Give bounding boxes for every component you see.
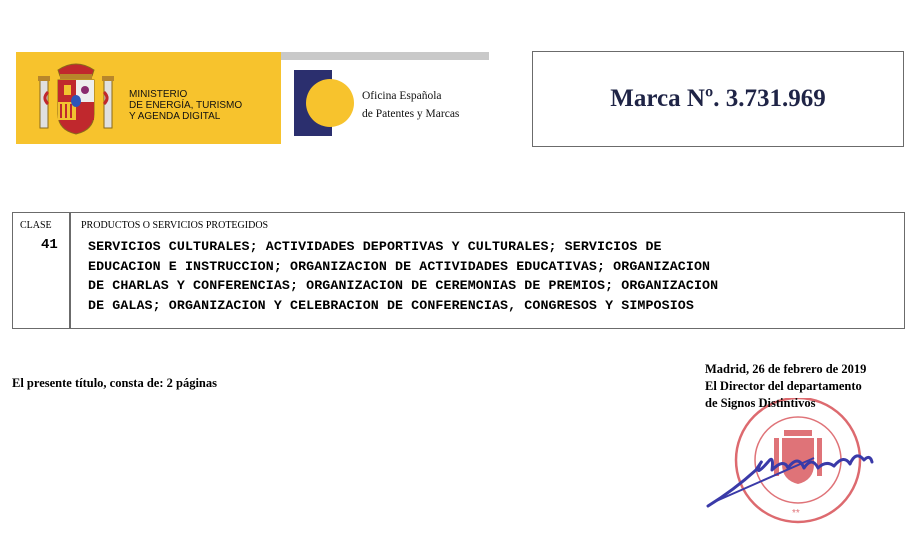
oepm-name — [362, 87, 459, 123]
signature-block — [705, 361, 866, 412]
marca-number: Marca Nº. 3.731.969 — [610, 85, 826, 112]
products-line: DE GALAS; ORGANIZACION Y CELEBRACION DE CONFERENCIAS, CONGRESOS Y SIMPOSIOS — [88, 297, 694, 313]
products-line: DE CHARLAS Y CONFERENCIAS; ORGANIZACION DE CEREMONIAS DE PREMIOS; ORGANIZACION — [88, 278, 719, 293]
ministry-logo-box — [16, 52, 281, 144]
classification-table — [12, 212, 905, 329]
clase-label: CLASE — [20, 220, 52, 231]
oepm-logo-icon — [294, 70, 356, 136]
products-text — [88, 237, 894, 315]
header-gray-bar — [281, 52, 489, 60]
ministry-line: MINISTERIO — [129, 89, 188, 100]
ministry-name — [129, 89, 242, 122]
products-line: EDUCACION E INSTRUCCION; ORGANIZACION DE ACTIVIDADES EDUCATIVAS; ORGANIZACION — [88, 258, 711, 274]
director-line: de Signos Distintivos — [705, 396, 816, 410]
pages-note: El presente título, consta de: 2 páginas — [12, 376, 217, 390]
ministry-line: DE ENERGÍA, TURISMO — [129, 100, 243, 111]
official-seal-stamp — [694, 398, 904, 528]
svg-text:**: ** — [792, 508, 800, 519]
date-line: Madrid, 26 de febrero de 2019 — [705, 362, 867, 376]
clase-number: 41 — [41, 237, 58, 253]
column-divider — [69, 213, 71, 328]
oepm-line: Oficina Española — [362, 90, 442, 102]
marca-number-box — [532, 51, 904, 147]
spain-coat-of-arms-icon — [36, 58, 116, 138]
ministry-line: Y AGENDA DIGITAL — [129, 111, 221, 122]
director-line: El Director del departamento — [705, 379, 862, 393]
products-line: SERVICIOS CULTURALES; ACTIVIDADES DEPORTIVAS Y CULTURALES; SERVICIOS DE — [88, 239, 662, 254]
products-label: PRODUCTOS O SERVICIOS PROTEGIDOS — [81, 220, 269, 231]
oepm-line: de Patentes y Marcas — [362, 108, 460, 120]
